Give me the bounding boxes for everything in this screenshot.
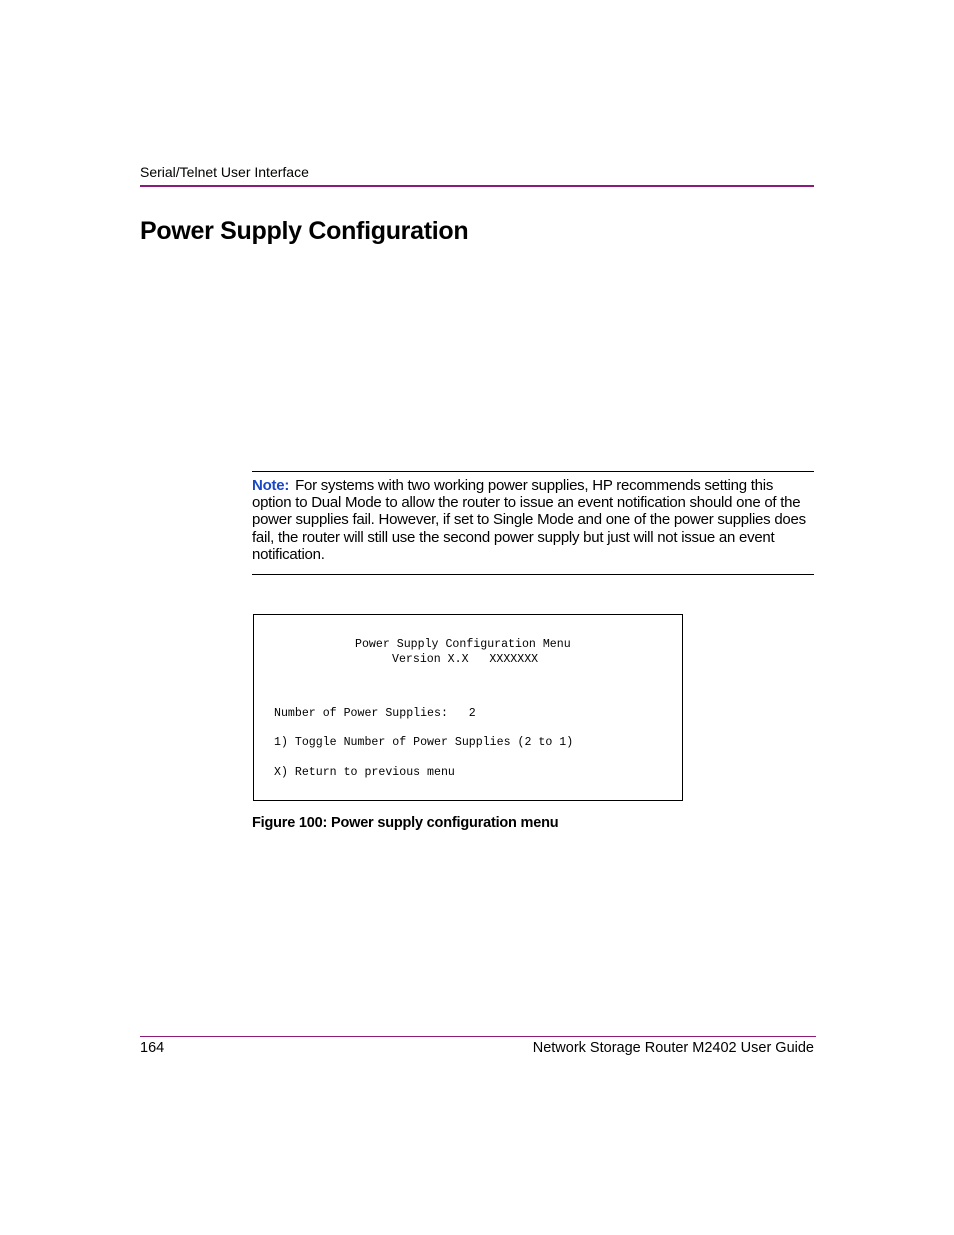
page-number: 164 <box>140 1040 165 1056</box>
note-label: Note: <box>252 477 290 494</box>
header-divider <box>140 185 814 187</box>
page-title: Power Supply Configuration <box>140 217 469 245</box>
figure-caption: Figure 100: Power supply configuration menu <box>252 815 559 831</box>
footer-guide-title: Network Storage Router M2402 User Guide <box>532 1040 814 1056</box>
terminal-version-line: Version X.X XXXXXXX <box>392 653 539 666</box>
note-text: For systems with two working power supplies, HP recommends setting this option to Dual Mode to allow the router to issue an event notification should one of the power supplies fail. However, if set to Single Mode and one of the power supplies does fail, the router will still use the second power supply but just will not issue an event notification. <box>252 477 806 563</box>
terminal-screen <box>253 614 683 801</box>
note-box <box>252 471 814 575</box>
running-header: Serial/Telnet User Interface <box>140 164 309 180</box>
terminal-option-toggle: 1) Toggle Number of Power Supplies (2 to 1) <box>274 736 574 749</box>
terminal-menu-title: Power Supply Configuration Menu <box>355 638 571 651</box>
terminal-power-supply-count: Number of Power Supplies: 2 <box>274 707 476 720</box>
footer-divider <box>140 1036 816 1037</box>
terminal-option-return: X) Return to previous menu <box>274 766 455 779</box>
